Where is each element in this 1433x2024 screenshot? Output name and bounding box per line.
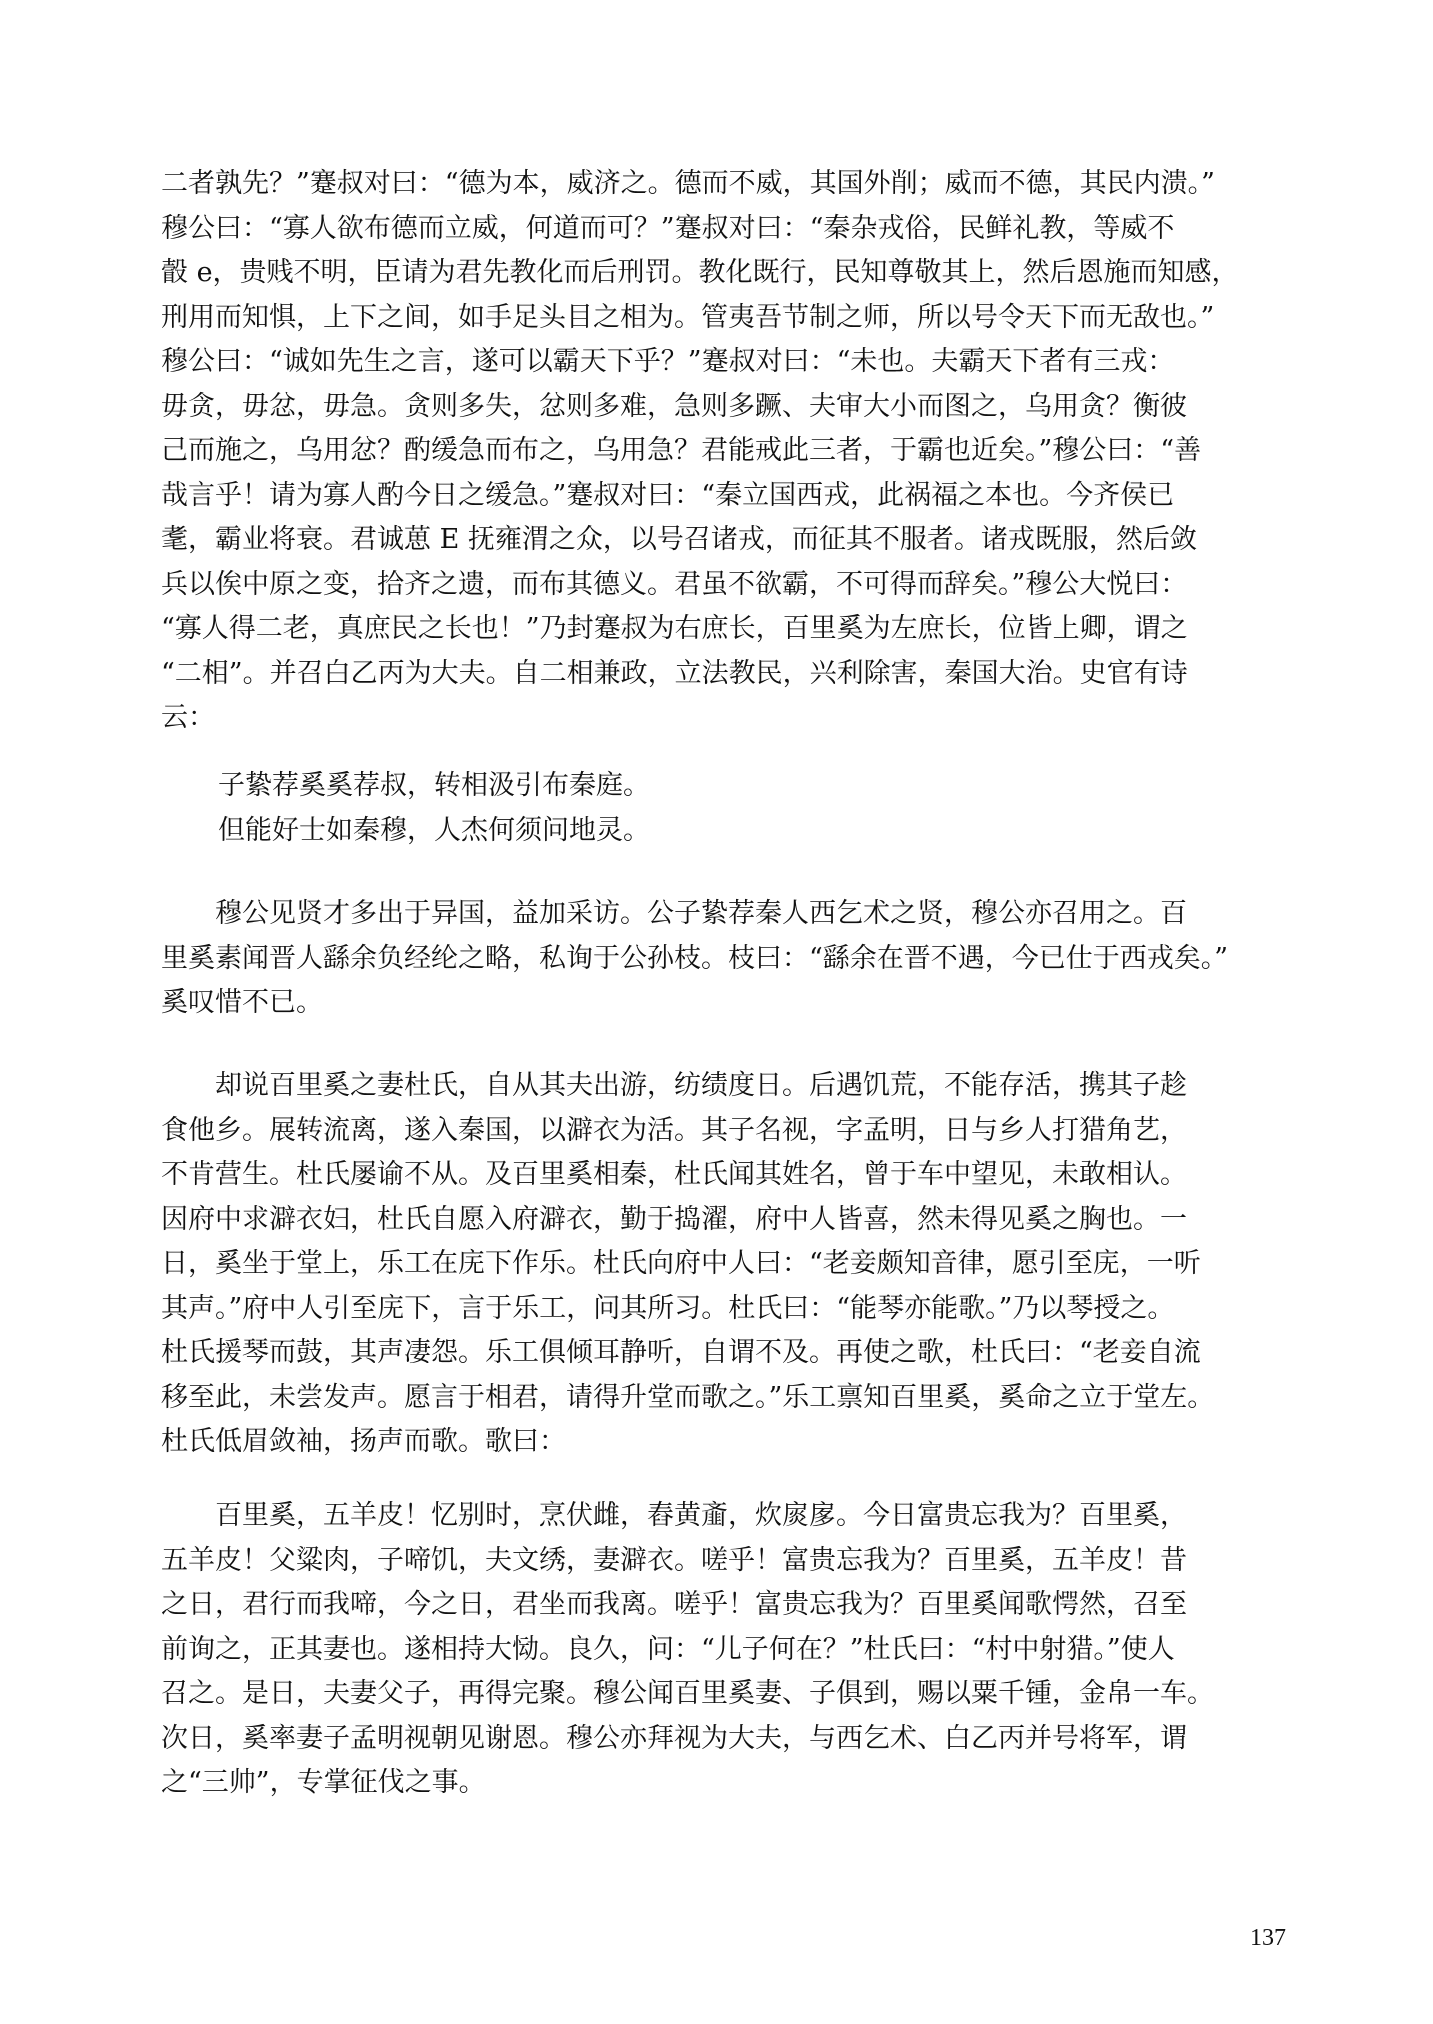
text-line: 奚叹惜不已。 [161, 987, 323, 1018]
text-line: 杜氏援琴而鼓，其声凄怨。乐工俱倾耳静听，自谓不及。再使之歌，杜氏曰：“老妾自流 [161, 1337, 1201, 1368]
text-line: 耄，霸业将衰。君诚葸 E 抚雍渭之众，以号召诸戎，而征其不服者。诸戎既服，然后敛 [161, 524, 1197, 555]
text-line: 召之。是日，夫妻父子，再得完聚。穆公闻百里奚妻、子俱到，赐以粟千锺，金帛一车。 [161, 1678, 1214, 1709]
text-line: “寡人得二老，真庶民之长也！”乃封蹇叔为右庶长，百里奚为左庶长，位皆上卿，谓之 [161, 613, 1188, 644]
text-line: 兵以俟中原之变，拾齐之遗，而布其德义。君虽不欲霸，不可得而辞矣。”穆公大悦曰： [161, 568, 1188, 600]
poem [161, 764, 1291, 853]
poem-line: 子絷荐奚奚荐叔，转相汲引布秦庭。 [218, 770, 650, 801]
page-number: 137 [1250, 1925, 1286, 1951]
paragraph-du-shi [161, 1064, 1291, 1465]
text-line: 云： [161, 702, 215, 733]
text-line: 穆公见贤才多出于异国，益加采访。公子絷荐秦人西乞术之贤，穆公亦召用之。百 [161, 898, 1187, 929]
poem-line: 但能好士如秦穆，人杰何须问地灵。 [218, 814, 650, 846]
text-line: 其声。”府中人引至庑下，言于乐工，问其所习。杜氏曰：“能琴亦能歌。”乃以琴授之。 [161, 1292, 1175, 1324]
paragraph-song [161, 1494, 1291, 1806]
text-line: 之日，君行而我啼，今之日，君坐而我离。嗟乎！富贵忘我为？百里奚闻歌愕然，召至 [161, 1589, 1187, 1620]
text-line: 五羊皮！父粱肉，子啼饥，夫文绣，妻澼衣。嗟乎！富贵忘我为？百里奚，五羊皮！昔 [161, 1544, 1187, 1576]
text-line: 日，奚坐于堂上，乐工在庑下作乐。杜氏向府中人曰：“老妾颇知音律，愿引至庑，一听 [161, 1248, 1201, 1279]
text-line: 己而施之，乌用忿？酌缓急而布之，乌用急？君能戒此三者，于霸也近矣。”穆公曰：“善 [161, 435, 1202, 466]
text-line: 却说百里奚之妻杜氏，自从其夫出游，纺绩度日。后遇饥荒，不能存活，携其子趁 [161, 1070, 1187, 1101]
text-line: 杜氏低眉敛袖，扬声而歌。歌曰： [161, 1426, 566, 1457]
text-line: 哉言乎！请为寡人酌今日之缓急。”蹇叔对曰：“秦立国西戎，此祸福之本也。今齐侯已 [161, 479, 1175, 511]
text-line: 穆公曰：“诚如先生之言，遂可以霸天下乎？”蹇叔对曰：“未也。夫霸天下者有三戎： [161, 346, 1175, 377]
paragraph-recruiting [161, 892, 1291, 1026]
text-line: 食他乡。展转流离，遂入秦国，以澼衣为活。其子名视，字孟明，日与乡人打猎角艺， [161, 1114, 1187, 1146]
text-line: 不肯营生。杜氏屡谕不从。及百里奚相秦，杜氏闻其姓名，曾于车中望见，未敢相认。 [161, 1159, 1187, 1190]
text-line: 里奚素闻晋人繇余负经纶之略，私询于公孙枝。枝曰：“繇余在晋不遇，今已仕于西戎矣。” [161, 942, 1229, 974]
text-line: “二相”。并召白乙丙为大夫。自二相兼政，立法教民，兴利除害，秦国大治。史官有诗 [161, 657, 1188, 689]
text-line: 之“三帅”，专掌征伐之事。 [161, 1767, 486, 1798]
text-line: 因府中求澼衣妇，杜氏自愿入府澼衣，勤于捣濯，府中人皆喜，然未得见奚之胸也。一 [161, 1203, 1187, 1235]
text-line: 次日，奚率妻子孟明视朝见谢恩。穆公亦拜视为大夫，与西乞术、白乙丙并号将军，谓 [161, 1722, 1187, 1754]
text-line: 二者孰先？”蹇叔对曰：“德为本，威济之。德而不威，其国外削；威而不德，其民内溃。” [161, 168, 1215, 199]
text-line: 刑用而知惧，上下之间，如手足头目之相为。管夷吾节制之师，所以号令天下而无敌也。” [161, 301, 1215, 333]
text-line: 瞉 e，贵贱不明，臣请为君先教化而后刑罚。教化既行，民知尊敬其上，然后恩施而知感， [161, 257, 1239, 288]
text-line: 百里奚，五羊皮！忆别时，烹伏雌，舂黄齑，炊扊扅。今日富贵忘我为？百里奚， [161, 1500, 1187, 1531]
text-line: 移至此，未尝发声。愿言于相君，请得升堂而歌之。”乐工禀知百里奚，奚命之立于堂左。 [161, 1381, 1215, 1413]
text-line: 毋贪，毋忿，毋急。贪则多失，忿则多难，急则多蹶、夫审大小而图之，乌用贪？衡彼 [161, 390, 1187, 422]
paragraph-dialogue [161, 162, 1291, 741]
text-line: 前询之，正其妻也。遂相持大恸。良久，问：“儿子何在？”杜氏曰：“村中射猎。”使人 [161, 1633, 1175, 1665]
text-line: 穆公曰：“寡人欲布德而立威，何道而可？”蹇叔对曰：“秦杂戎俗，民鲜礼教，等威不 [161, 212, 1175, 244]
